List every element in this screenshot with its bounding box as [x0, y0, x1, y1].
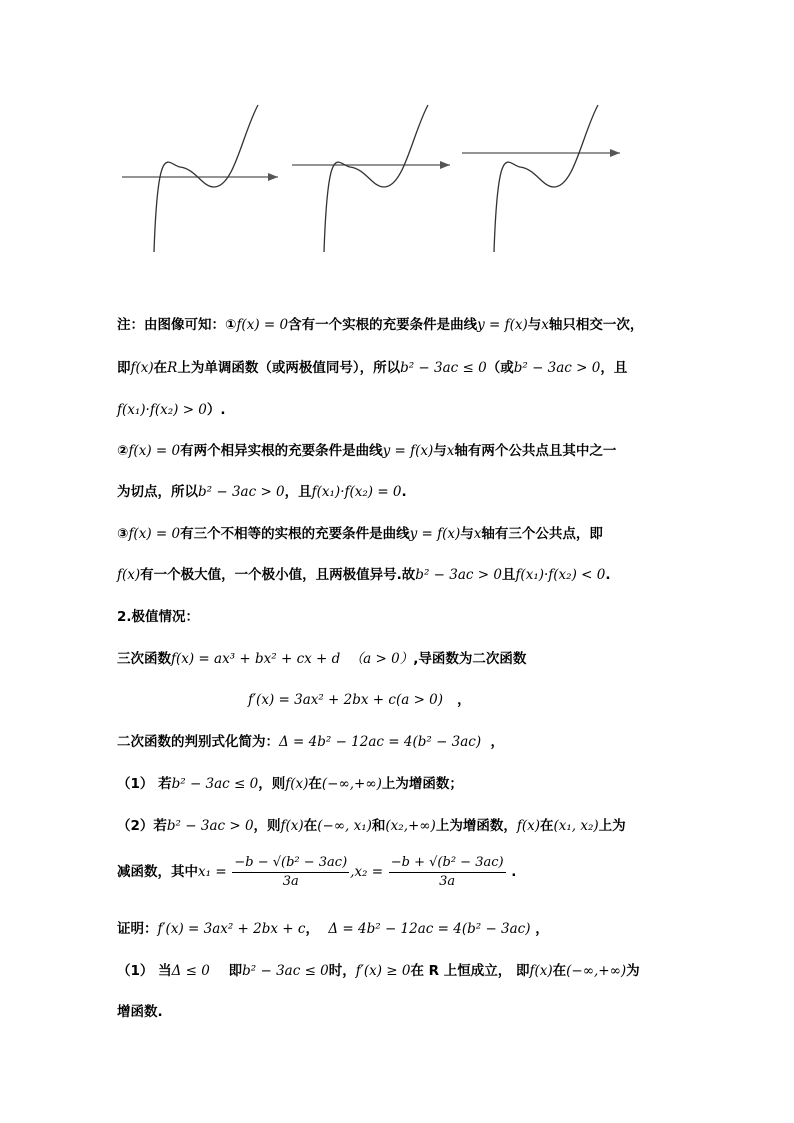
math: f′(x) ≥ 0: [355, 963, 411, 979]
math: Δ ≤ 0: [171, 963, 210, 979]
math: （a > 0）: [349, 651, 414, 667]
math: ,: [350, 864, 355, 880]
numerator: −b − √(b² − 3ac): [232, 854, 349, 873]
text: 即: [117, 360, 131, 376]
text: .: [511, 864, 517, 880]
text: 上为增函数；: [381, 776, 463, 792]
math: b² − 3ac ≤ 0: [242, 963, 329, 979]
text: 上为: [598, 818, 626, 834]
text: （1） 当: [117, 963, 172, 979]
text: 减函数，其中: [117, 864, 198, 880]
proof-1-line-2: [117, 1001, 163, 1023]
text: ，且: [600, 360, 628, 376]
two-real-roots-graph: [292, 105, 450, 252]
text: 在: [153, 360, 168, 376]
math: f′(x) = 3ax² + 2bx + c(a > 0): [248, 692, 444, 708]
text: ）.: [206, 402, 226, 418]
math: f(x₁)·f(x₂) > 0: [117, 402, 207, 418]
proof-line: [117, 918, 549, 940]
math: b² − 3ac ≤ 0: [400, 360, 487, 376]
math: x₁ =: [198, 864, 227, 880]
text: 有两个相异实根的充要条件是曲线: [180, 443, 383, 459]
text: ，: [457, 692, 471, 708]
math: x: [541, 317, 549, 333]
arrow-head-icon: [440, 161, 450, 169]
case3-line-2: [117, 564, 610, 586]
math: f(x) = ax³ + bx² + cx + d: [171, 651, 341, 667]
math: (x₁, x₂): [553, 818, 599, 834]
text: 时，: [328, 963, 356, 979]
denominator: 3a: [439, 873, 456, 889]
x1-fraction: [232, 854, 349, 891]
text: ，: [490, 734, 505, 750]
math: y = f(x): [382, 443, 434, 459]
note-line-3: [117, 399, 226, 421]
math: f(x): [130, 360, 154, 376]
text: ，: [305, 921, 319, 937]
math: y = f(x): [477, 317, 528, 333]
cubic-curve: [324, 105, 428, 252]
math: b² − 3ac > 0: [166, 818, 254, 834]
math: f(x): [117, 567, 141, 583]
cubic-curve: [494, 105, 598, 252]
math: f(x): [285, 776, 309, 792]
derivative-line: [248, 689, 471, 711]
one-real-root-graph: [122, 105, 278, 252]
text: 和: [371, 818, 386, 834]
case-1-line: [117, 773, 463, 795]
text: 证明：: [117, 921, 158, 937]
math: f(x) = 0: [236, 317, 289, 333]
text: ，则: [253, 818, 281, 834]
text: 三次函数: [117, 651, 171, 667]
math: f(x): [280, 818, 304, 834]
math: b² − 3ac ≤ 0: [171, 776, 259, 792]
text: 为切点，所以: [117, 484, 198, 500]
text: ②: [117, 443, 129, 459]
arrow-head-icon: [268, 173, 278, 181]
text: 含有一个实根的充要条件是曲线: [288, 317, 478, 333]
section-heading: [117, 606, 199, 628]
cubic-line: [117, 648, 526, 670]
math: b² − 3ac > 0: [415, 567, 502, 583]
math: x: [446, 443, 455, 459]
discriminant-line: [117, 731, 504, 753]
math: b² − 3ac > 0: [513, 360, 601, 376]
text: （2）若: [117, 818, 167, 834]
case3-line-1: [117, 523, 603, 545]
math: f′(x) = 3ax² + 2bx + c: [157, 921, 306, 937]
case2-line-2: [117, 481, 407, 503]
proof-1-line-1: [117, 960, 640, 982]
text: 二次函数的判别式化简为：: [117, 734, 279, 750]
math: (−∞,+∞): [321, 776, 382, 792]
text: 2.极值情况：: [117, 609, 200, 625]
case2-line-1: [117, 440, 616, 462]
case-2-line-2: [117, 852, 516, 892]
x2-fraction: [389, 854, 506, 891]
arrow-head-icon: [610, 149, 620, 157]
text: 上为增函数，: [435, 818, 517, 834]
three-real-roots-graph: [462, 105, 620, 252]
math: f(x) = 0: [128, 526, 181, 542]
text: ，: [535, 921, 549, 937]
note-line-2: [117, 357, 627, 379]
text: 即: [228, 963, 243, 979]
math: (−∞, x₁): [317, 818, 372, 834]
math: Δ = 4b² − 12ac = 4(b² − 3ac): [328, 921, 531, 937]
math: f(x): [516, 818, 540, 834]
math: f(x₁)·f(x₂) = 0: [311, 484, 402, 500]
math: R: [167, 360, 178, 376]
denominator: 3a: [282, 873, 299, 889]
text: （或: [486, 360, 514, 376]
math: f(x₁)·f(x₂) < 0: [515, 567, 606, 583]
text: ③: [117, 526, 129, 542]
text: 轴只相交一次，: [548, 317, 644, 333]
text: .: [401, 484, 407, 500]
text: 在: [539, 818, 554, 834]
cubic-graphs-figure: [110, 95, 640, 265]
text: ，则: [258, 776, 286, 792]
math: b² − 3ac > 0: [198, 484, 285, 500]
numerator: −b + √(b² − 3ac): [389, 854, 506, 873]
text: 轴有三个公共点，即: [481, 526, 603, 542]
text: 增函数.: [117, 1004, 163, 1020]
text: 与: [433, 443, 447, 459]
text: 且: [501, 567, 516, 583]
math: x₂ =: [354, 864, 384, 880]
text: 在: [303, 818, 318, 834]
text: ，且: [284, 484, 312, 500]
math: f(x): [529, 963, 553, 979]
text: 为: [626, 963, 640, 979]
text: .: [605, 567, 611, 583]
text: ,导函数为二次函数: [413, 651, 527, 667]
text: 有三个不相等的实根的充要条件是曲线: [180, 526, 410, 542]
note-line-1: [117, 314, 643, 336]
cubic-curve: [154, 105, 258, 252]
text: （1） 若: [117, 776, 172, 792]
math: (−∞,+∞): [566, 963, 627, 979]
text: 在 R 上恒成立， 即: [410, 963, 530, 979]
text: 在: [308, 776, 322, 792]
text: 与: [460, 526, 474, 542]
math: (x₂,+∞): [385, 818, 436, 834]
math: Δ = 4b² − 12ac = 4(b² − 3ac): [279, 734, 482, 750]
case-2-line-1: [117, 815, 626, 837]
text: 有一个极大值，一个极小值，且两极值异号.故: [140, 567, 416, 583]
math: x: [473, 526, 482, 542]
text: 注：由图像可知：①: [117, 317, 237, 333]
text: 与: [527, 317, 542, 333]
text: 轴有两个公共点且其中之一: [454, 443, 617, 459]
text: 在: [552, 963, 567, 979]
math: y = f(x): [409, 526, 461, 542]
text: 上为单调函数（或两极值同号），所以: [177, 360, 401, 376]
math: f(x) = 0: [128, 443, 181, 459]
